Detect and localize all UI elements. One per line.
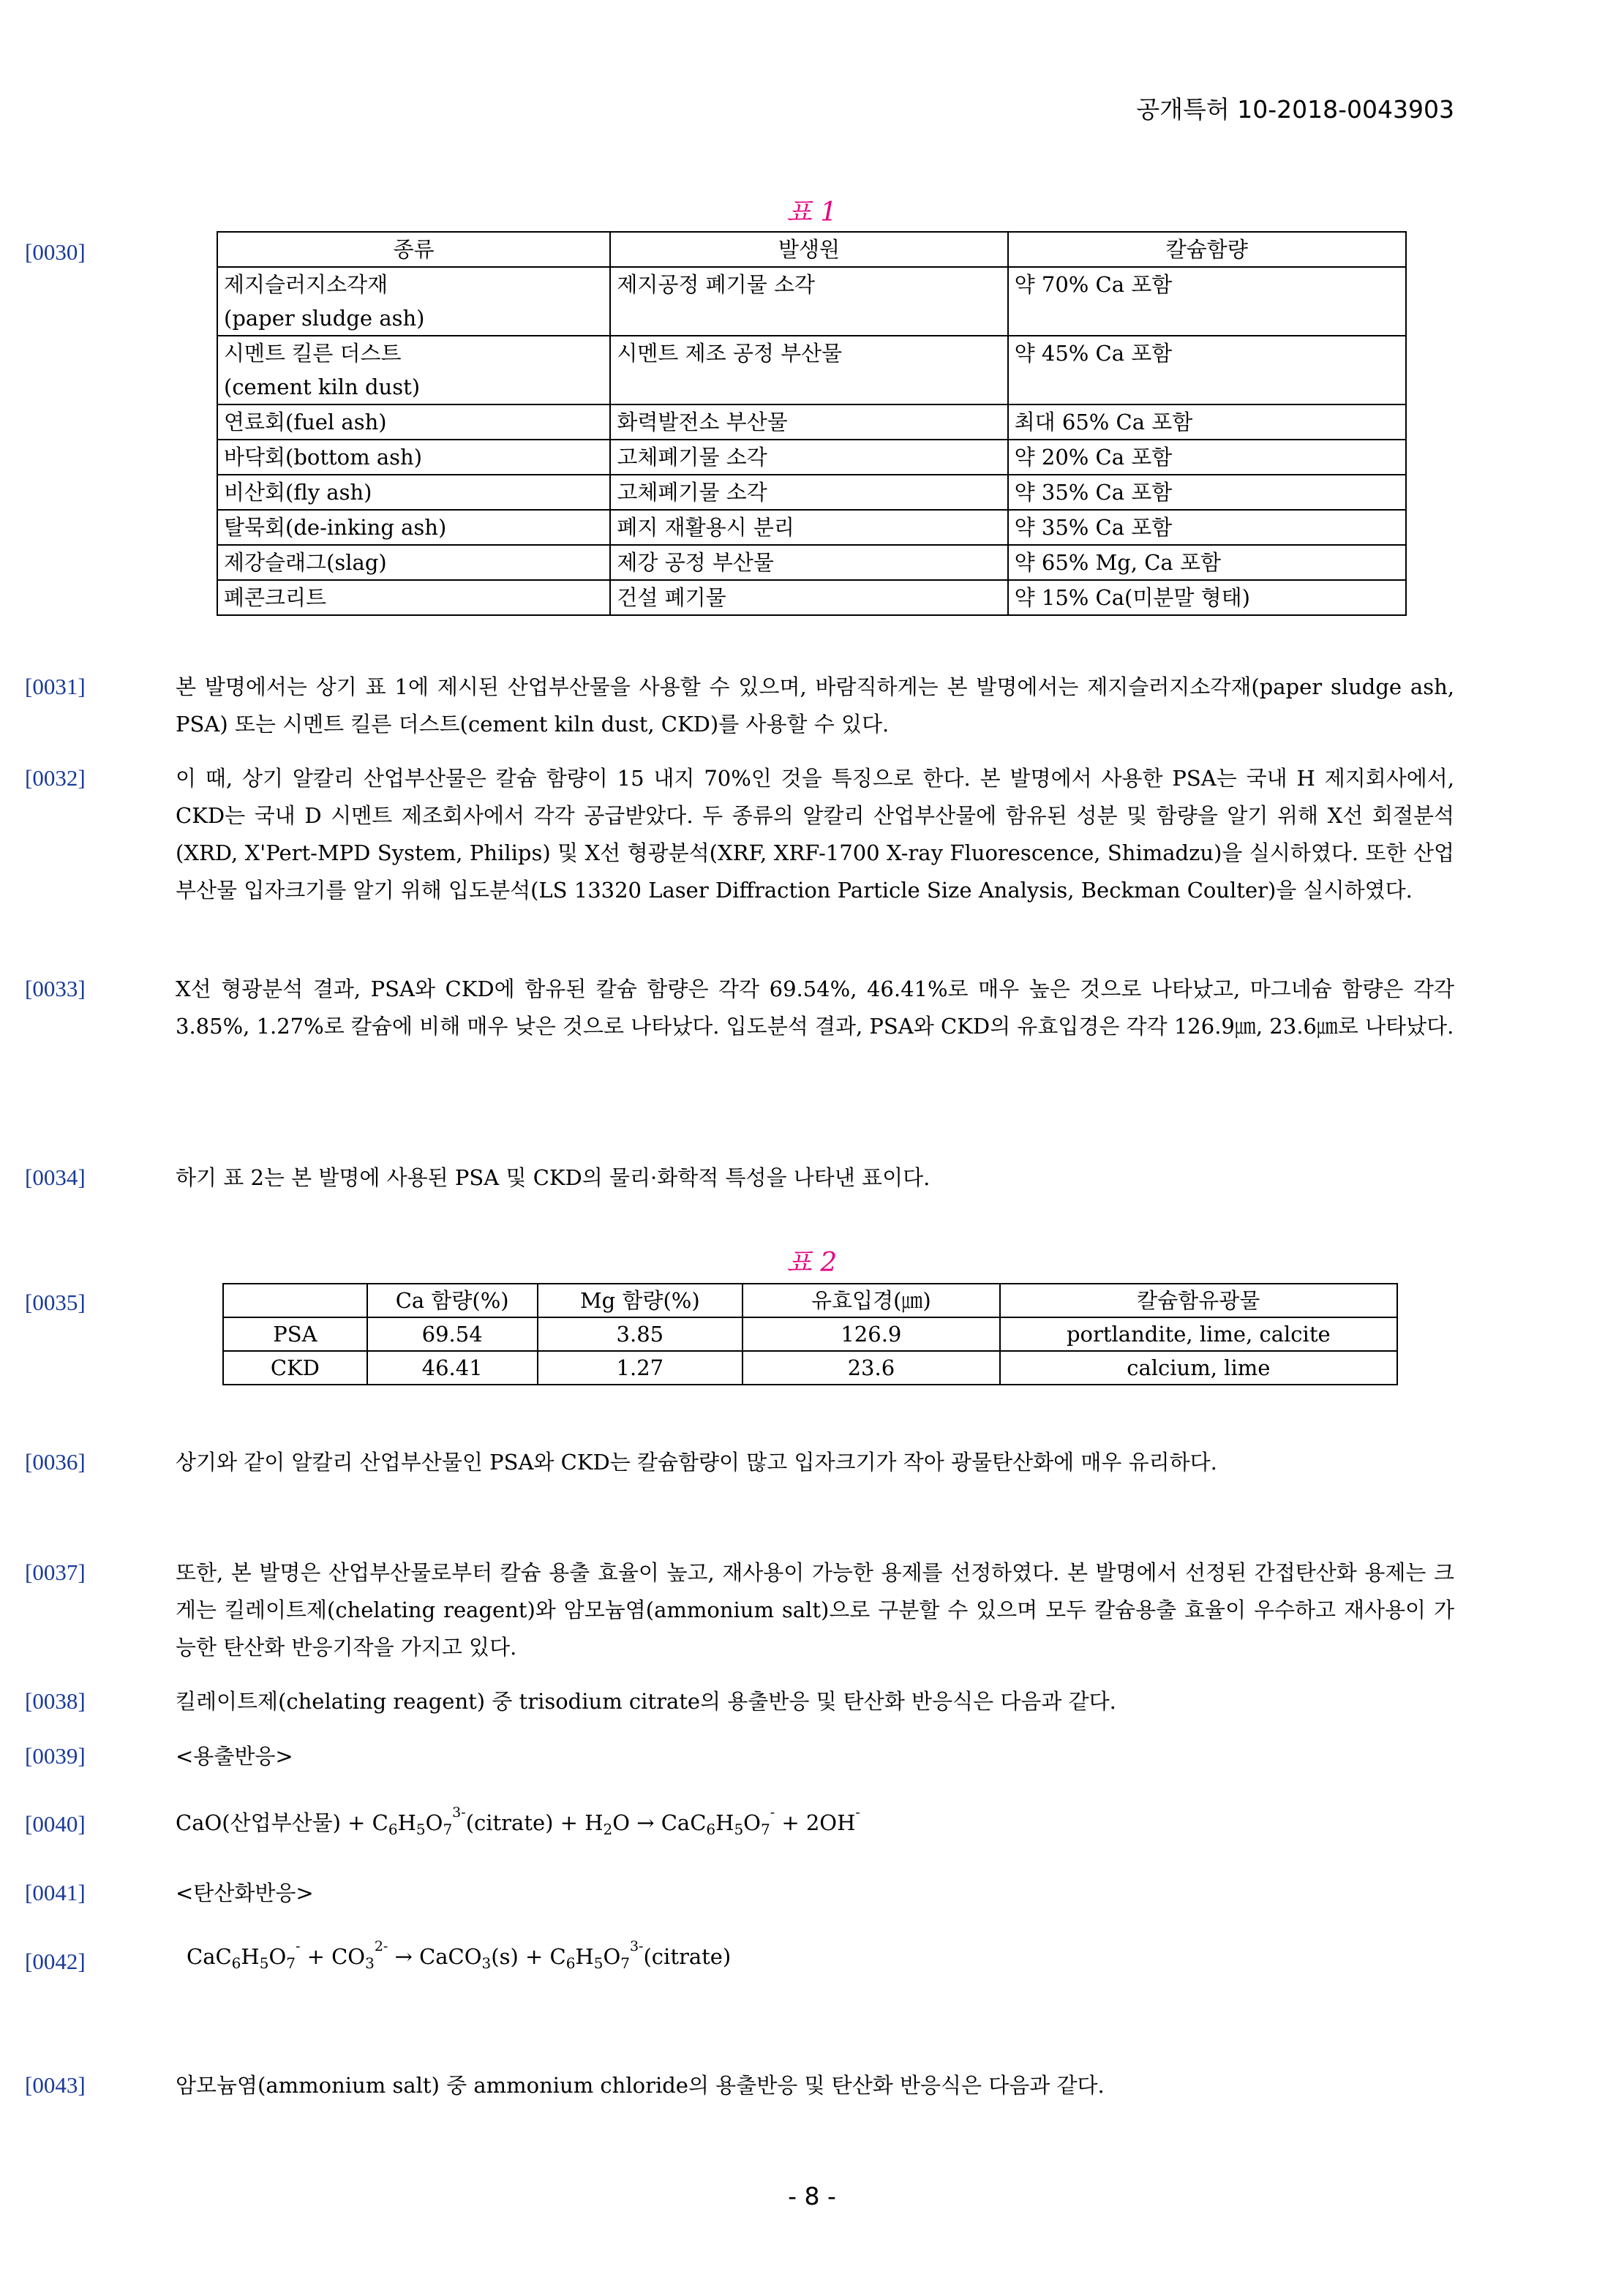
table-cell: 1.27 xyxy=(538,1351,743,1385)
paragraph-number: [0041] xyxy=(25,1880,86,1905)
table-row xyxy=(223,1317,1397,1351)
paragraph-text: <용출반응> xyxy=(176,1744,293,1769)
paragraph-number: [0038] xyxy=(25,1688,86,1714)
table-row xyxy=(217,267,1406,336)
paragraph-number: [0037] xyxy=(25,1559,86,1585)
table-cell: 제지슬러지소각재 (paper sludge ash) xyxy=(217,267,610,336)
table-1 xyxy=(217,231,1407,616)
table-row xyxy=(217,404,1406,440)
table-2-caption: 표 2 xyxy=(786,1248,838,1278)
paragraph-number: [0030] xyxy=(25,239,86,265)
table-cell: 약 45% Ca 포함 xyxy=(1008,336,1406,404)
table-cell: 폐콘크리트 xyxy=(217,580,610,615)
table-cell: 연료회(fuel ash) xyxy=(217,404,610,440)
table-header-row xyxy=(223,1284,1397,1317)
table-cell: 폐지 재활용시 분리 xyxy=(610,510,1007,545)
table-header-cell: 유효입경(㎛) xyxy=(743,1284,1000,1317)
table-cell: 건설 폐기물 xyxy=(610,580,1007,615)
paragraph-text: 상기와 같이 알칼리 산업부산물인 PSA와 CKD는 칼슘함량이 많고 입자크기가 작아 광물탄산화에 매우 유리하다. xyxy=(176,1450,1217,1475)
table-cell: 고체폐기물 소각 xyxy=(610,475,1007,510)
table-header-cell: 종류 xyxy=(217,232,610,267)
paragraph-number: [0043] xyxy=(25,2072,86,2098)
table-row xyxy=(217,510,1406,545)
table-cell: portlandite, lime, calcite xyxy=(1000,1317,1397,1351)
table-cell: 3.85 xyxy=(538,1317,743,1351)
table-cell: 탈묵회(de-inking ash) xyxy=(217,510,610,545)
table-2 xyxy=(222,1283,1398,1385)
paragraph-number: [0031] xyxy=(25,674,86,699)
table-cell: 약 15% Ca(미분말 형태) xyxy=(1008,580,1406,615)
table-cell: 고체폐기물 소각 xyxy=(610,440,1007,475)
table-header-cell: 발생원 xyxy=(610,232,1007,267)
table-cell: 제지공정 폐기물 소각 xyxy=(610,267,1007,336)
paragraph-number: [0040] xyxy=(25,1811,86,1837)
paragraph-text: 본 발명에서는 상기 표 1에 제시된 산업부산물을 사용할 수 있으며, 바람직하게는 본 발명에서는 제지슬러지소각재(paper sludge ash, PSA) 또는 시멘트 킬른 더스트(cement kiln dust, CKD)를 사용할 수 있다. xyxy=(176,674,1454,737)
table-cell: 시멘트 킬른 더스트 (cement kiln dust) xyxy=(217,336,610,404)
table-cell: 화력발전소 부산물 xyxy=(610,404,1007,440)
table-cell: 비산회(fly ash) xyxy=(217,475,610,510)
table-row xyxy=(217,475,1406,510)
table-cell: 약 70% Ca 포함 xyxy=(1008,267,1406,336)
table-header-cell: Ca 함량(%) xyxy=(367,1284,538,1317)
paragraph-text: 하기 표 2는 본 발명에 사용된 PSA 및 CKD의 물리·화학적 특성을 나타낸 표이다. xyxy=(176,1165,931,1190)
paragraph-text: X선 형광분석 결과, PSA와 CKD에 함유된 칼슘 함량은 각각 69.54%, 46.41%로 매우 높은 것으로 나타났고, 마그네슘 함량은 각각 3.85%, 1.27%로 칼슘에 비해 매우 낮은 것으로 나타났다. 입도분석 결과, PSA와 CKD의 유효입경은 각각 126.9㎛, 23.6㎛로 나타났다. xyxy=(176,976,1454,1039)
table-cell: 약 65% Mg, Ca 포함 xyxy=(1008,545,1406,580)
table-cell: calcium, lime xyxy=(1000,1351,1397,1385)
paragraph-number: [0042] xyxy=(25,1949,86,1974)
table-cell: 제강슬래그(slag) xyxy=(217,545,610,580)
table-row xyxy=(217,580,1406,615)
table-1-caption: 표 1 xyxy=(786,197,838,227)
paragraph-text: <탄산화반응> xyxy=(176,1881,314,1905)
table-header-cell: 칼슘함량 xyxy=(1008,232,1406,267)
table-cell: 제강 공정 부산물 xyxy=(610,545,1007,580)
table-header-row xyxy=(217,232,1406,267)
paragraph-text: 이 때, 상기 알칼리 산업부산물은 칼슘 함량이 15 내지 70%인 것을 특징으로 한다. 본 발명에서 사용한 PSA는 국내 H 제지회사에서, CKD는 국내 D 시멘트 제조회사에서 각각 공급받았다. 두 종류의 알칼리 산업부산물에 함유된 성분 및 함량을 알기 위해 X선 회절분석(XRD, X'Pert-MPD System, Philips) 및 X선 형광분석(XRF, XRF-1700 X-ray Fluorescence, Shimadzu)을 실시하였다. 또한 산업부산물 입자크기를 알기 위해 입도분석(LS 13320 Laser Diffraction Particle Size Analysis, Beckman Coulter)을 실시하였다. xyxy=(176,766,1454,903)
table-cell: 약 35% Ca 포함 xyxy=(1008,475,1406,510)
paragraph-text: 또한, 본 발명은 산업부산물로부터 칼슘 용출 효율이 높고, 재사용이 가능한 용제를 선정하였다. 본 발명에서 선정된 간접탄산화 용제는 크게는 킬레이트제(chelating reagent)와 암모늄염(ammonium salt)으로 구분할 수 있으며 모두 칼슘용출 효율이 우수하고 재사용이 가능한 탄산화 반응기작을 가지고 있다. xyxy=(176,1560,1454,1660)
carbonation-equation: $CaC_6H_5O_7^- + CO_3^{2-}$ → CaCO$_3$(s) + $C_6H_5O_7^{3-}(citrate)$ xyxy=(187,1938,732,1972)
dissolution-equation: CaO(산업부산물) + $C_6H_5O_7^{3-}(citrate) + H_2O \to CaC_6H_5O_7^- + 2OH^-$ xyxy=(176,1804,860,1838)
paragraph-number: [0034] xyxy=(25,1164,86,1190)
table-cell: 바닥회(bottom ash) xyxy=(217,440,610,475)
table-header-cell: 칼슘함유광물 xyxy=(1000,1284,1397,1317)
paragraph-number: [0035] xyxy=(25,1290,86,1315)
table-cell: 69.54 xyxy=(367,1317,538,1351)
paragraph-number: [0033] xyxy=(25,976,86,1001)
table-cell: 46.41 xyxy=(367,1351,538,1385)
table-row xyxy=(217,336,1406,404)
paragraph-number: [0032] xyxy=(25,765,86,791)
table-cell: 약 35% Ca 포함 xyxy=(1008,510,1406,545)
paragraph-text: 암모늄염(ammonium salt) 중 ammonium chloride의 용출반응 및 탄산화 반응식은 다음과 같다. xyxy=(176,2073,1105,2098)
table-cell: 시멘트 제조 공정 부산물 xyxy=(610,336,1007,404)
table-cell: 126.9 xyxy=(743,1317,1000,1351)
table-row xyxy=(223,1351,1397,1385)
paragraph-text: 킬레이트제(chelating reagent) 중 trisodium citrate의 용출반응 및 탄산화 반응식은 다음과 같다. xyxy=(176,1689,1116,1714)
table-cell: 최대 65% Ca 포함 xyxy=(1008,404,1406,440)
document-header: 공개특허 10-2018-0043903 xyxy=(1136,95,1454,124)
table-row xyxy=(217,440,1406,475)
paragraph-number: [0039] xyxy=(25,1743,86,1769)
table-header-cell xyxy=(223,1284,367,1317)
table-cell: 약 20% Ca 포함 xyxy=(1008,440,1406,475)
paragraph-number: [0036] xyxy=(25,1449,86,1475)
table-header-cell: Mg 함량(%) xyxy=(538,1284,743,1317)
table-cell: 23.6 xyxy=(743,1351,1000,1385)
table-row xyxy=(217,545,1406,580)
table-cell: CKD xyxy=(223,1351,367,1385)
table-cell: PSA xyxy=(223,1317,367,1351)
page-number: - 8 - xyxy=(788,2182,836,2210)
